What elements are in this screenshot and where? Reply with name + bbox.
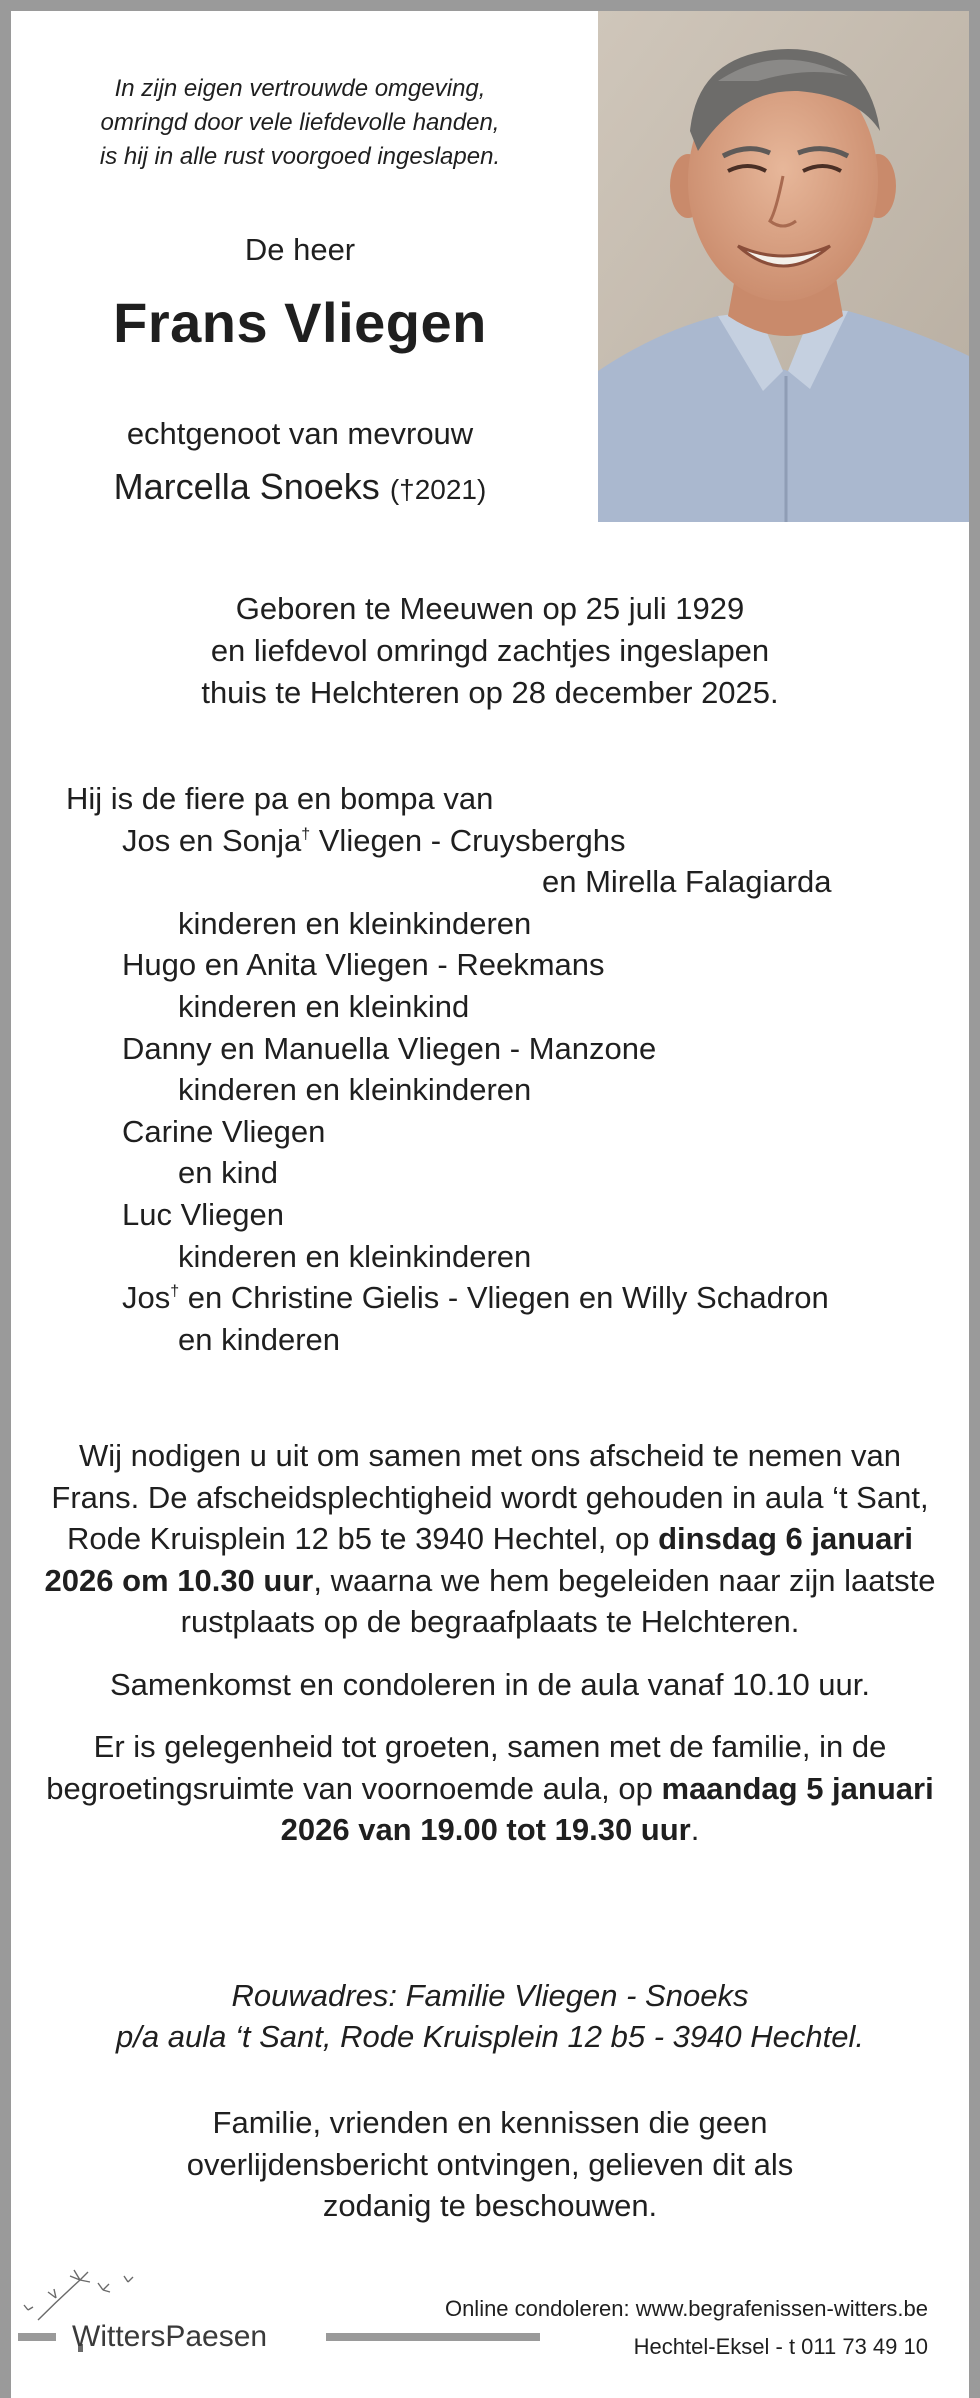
- family-name: Jos en Sonja: [122, 822, 302, 858]
- family-row: Carine Vliegen: [122, 1113, 326, 1149]
- spouse-name: Marcella Snoeks: [113, 466, 380, 507]
- ceremony-datetime: dinsdag 6 januari 2026 om 10.30 uur: [44, 1521, 914, 1598]
- birth-line: en liefdevol omringd zachtjes ingeslapen: [210, 633, 770, 668]
- motto-line: In zijn eigen vertrouwde omgeving,: [114, 75, 486, 102]
- family-row: Danny en Manuella Vliegen - Manzone: [122, 1030, 657, 1066]
- portrait-photo: [598, 11, 969, 522]
- dagger-mark: †: [170, 1283, 180, 1301]
- notice-line: Familie, vrienden en kennissen die geen: [212, 2105, 768, 2140]
- family-row: en Mirella Falagiarda: [542, 864, 832, 900]
- family-sub: kinderen en kleinkinderen: [178, 1238, 532, 1274]
- family-row: Luc Vliegen: [122, 1196, 285, 1232]
- family-row: Hugo en Anita Vliegen - Reekmans: [122, 947, 605, 983]
- family-sub: kinderen en kleinkinderen: [178, 905, 532, 941]
- family-list: [66, 778, 946, 1360]
- footer-rule: [326, 2333, 540, 2341]
- family-intro: Hij is de fiere pa en bompa van: [66, 781, 494, 816]
- footer-rule: [18, 2333, 56, 2341]
- spouse-year: (†2021): [389, 474, 487, 505]
- text: Wij nodigen u uit om samen met ons afscheid te nemen van Frans. De afscheidsplechtigheid wordt gehouden in aula ‘t Sant, Rode Kruisplein 12 b5 te 3940 Hechtel, op: [51, 1438, 929, 1556]
- birth-line: thuis te Helchteren op 28 december 2025.: [201, 675, 779, 710]
- family-sub: en kinderen: [178, 1321, 341, 1357]
- contact-info: Hechtel-Eksel - t 011 73 49 10: [633, 2334, 928, 2359]
- address-line: p/a aula ‘t Sant, Rode Kruisplein 12 b5 - 3940 Hechtel.: [116, 2019, 864, 2054]
- dagger-mark: †: [301, 825, 311, 843]
- text: , waarna we hem begeleiden naar zijn laatste rustplaats op de begraafplaats te Helchteren.: [180, 1562, 936, 1639]
- greeting-datetime: maandag 5 januari 2026 van 19.00 tot 19.30 uur: [280, 1770, 934, 1847]
- notice-line: zodanig te beschouwen.: [322, 2188, 658, 2223]
- family-row: [66, 1277, 946, 1319]
- motto-line: omringd door vele liefdevolle handen,: [100, 109, 500, 136]
- spouse-line: [30, 466, 570, 508]
- deceased-name: Frans Vliegen: [113, 291, 487, 354]
- family-name: en Christine Gielis - Vliegen en Willy Schadron: [179, 1280, 829, 1316]
- logo-text: WittersPaesen: [72, 2320, 268, 2353]
- ceremony-invite: [40, 1435, 940, 1643]
- name-prefix: De heer: [244, 232, 356, 267]
- family-sub: kinderen en kleinkinderen: [178, 1072, 532, 1108]
- birth-details: [30, 588, 950, 714]
- family-name: Vliegen - Cruysberghs: [310, 822, 626, 858]
- family-row: [66, 820, 946, 862]
- family-sub: en kind: [178, 1155, 278, 1191]
- motto-line: is hij in alle rust voorgoed ingeslapen.: [99, 143, 501, 170]
- greeting-info: [40, 1726, 940, 1851]
- family-name: Jos: [122, 1280, 171, 1316]
- address-line: Rouwadres: Familie Vliegen - Snoeks: [231, 1978, 749, 2013]
- condolence-link[interactable]: Online condoleren: www.begrafenissen-witters.be: [444, 2296, 928, 2321]
- mourning-address: [40, 1975, 940, 2057]
- family-sub: kinderen en kleinkind: [178, 988, 470, 1024]
- text: Er is gelegenheid tot groeten, samen met de familie, in de begroetingsruimte van voornoemde aula, op: [46, 1729, 887, 1806]
- birth-line: Geboren te Meeuwen op 25 juli 1929: [235, 591, 745, 626]
- gathering-info: Samenkomst en condoleren in de aula vanaf 10.10 uur.: [109, 1666, 870, 1702]
- notice: [40, 2102, 940, 2227]
- notice-line: overlijdensbericht ontvingen, gelieven dit als: [186, 2146, 794, 2182]
- text: .: [690, 1812, 700, 1847]
- spouse-intro: echtgenoot van mevrouw: [126, 416, 474, 451]
- ceremony-details: [40, 1435, 940, 1872]
- motto: [30, 72, 570, 174]
